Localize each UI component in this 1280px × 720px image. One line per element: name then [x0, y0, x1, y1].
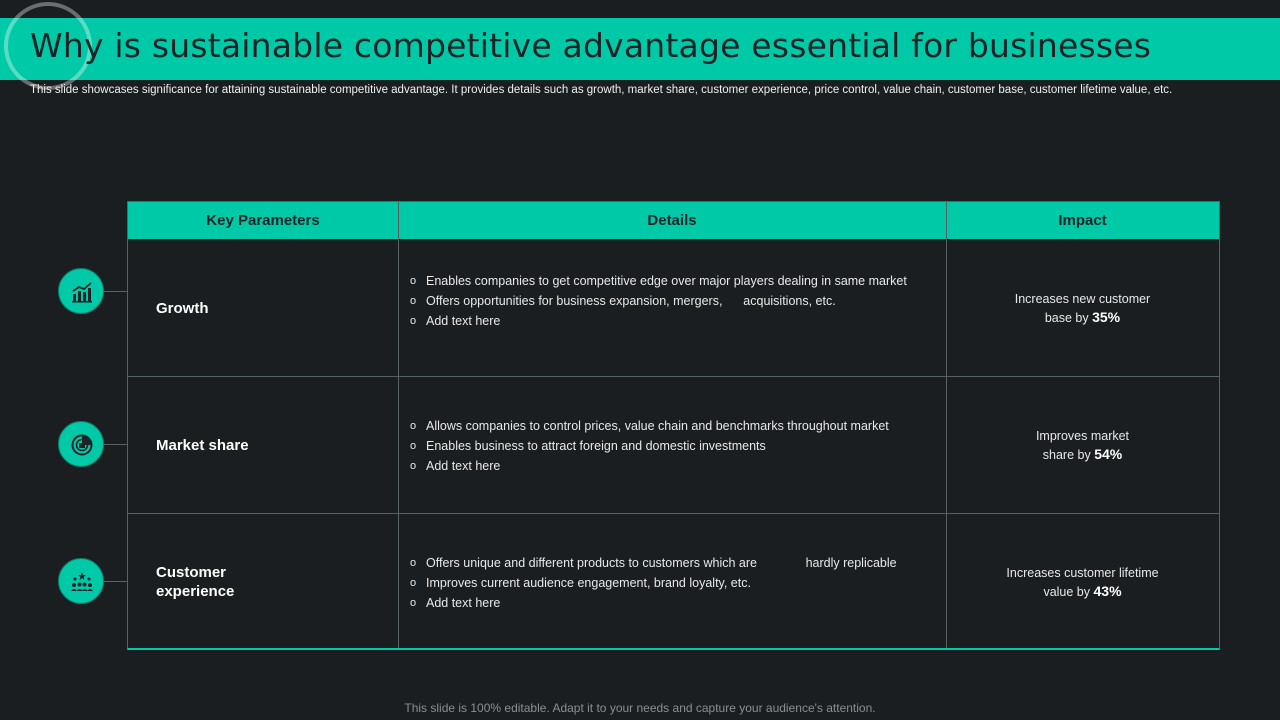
impact-text: Increases new customer base by [1014, 292, 1151, 325]
impact-text: Improves market share by [1035, 429, 1130, 462]
header-details: Details [647, 212, 697, 229]
detail-item: o Add text here [408, 313, 928, 329]
table-header [128, 202, 1219, 239]
detail-item: o Add text here [408, 458, 928, 474]
impact-cell [946, 564, 1219, 601]
parameter-growth: Growth [156, 300, 209, 317]
connector-line [104, 581, 127, 582]
parameter-market-share: Market share [156, 437, 249, 454]
detail-item: o Improves current audience engagement, brand loyalty, etc. [408, 575, 938, 591]
customer-group-icon [58, 558, 104, 604]
details-list [408, 555, 938, 615]
impact-value: 54% [1094, 446, 1123, 462]
footer-note: This slide is 100% editable. Adapt it to your needs and capture your audience's attention. [404, 701, 876, 715]
page-title: Why is sustainable competitive advantage essential for businesses [30, 26, 1152, 65]
table-row [128, 513, 1219, 650]
table-row [128, 376, 1219, 513]
table-row [128, 239, 1219, 376]
growth-chart-icon [58, 268, 104, 314]
impact-cell [946, 427, 1219, 464]
impact-cell [946, 290, 1219, 327]
detail-item: o Allows companies to control prices, value chain and benchmarks throughout market [408, 418, 928, 434]
header-impact: Impact [1058, 212, 1107, 229]
connector-line [104, 444, 127, 445]
impact-text: Increases customer lifetime value by [1006, 566, 1159, 599]
title-bar [0, 18, 1280, 80]
detail-item: o Offers unique and different products to customers which are hardly replicable [408, 555, 938, 571]
detail-item: o Offers opportunities for business expansion, mergers, acquisitions, etc. [408, 293, 928, 309]
parameters-table [127, 201, 1220, 650]
detail-item: o Enables companies to get competitive edge over major players dealing in same market [408, 273, 928, 289]
impact-value: 35% [1092, 309, 1121, 325]
connector-line [104, 291, 127, 292]
market-share-icon [58, 421, 104, 467]
header-key-parameters: Key Parameters [206, 212, 320, 229]
details-list [408, 273, 928, 333]
detail-item: o Enables business to attract foreign and domestic investments [408, 438, 928, 454]
impact-value: 43% [1093, 583, 1122, 599]
page-subtitle: This slide showcases significance for attaining sustainable competitive advantage. It provides details such as growth, market share, customer experience, price control, value chain, customer base, customer lifetime value, etc. [30, 84, 1173, 96]
parameter-customer-experience: Customer experience [156, 564, 235, 600]
detail-item: o Add text here [408, 595, 938, 611]
details-list [408, 418, 928, 478]
